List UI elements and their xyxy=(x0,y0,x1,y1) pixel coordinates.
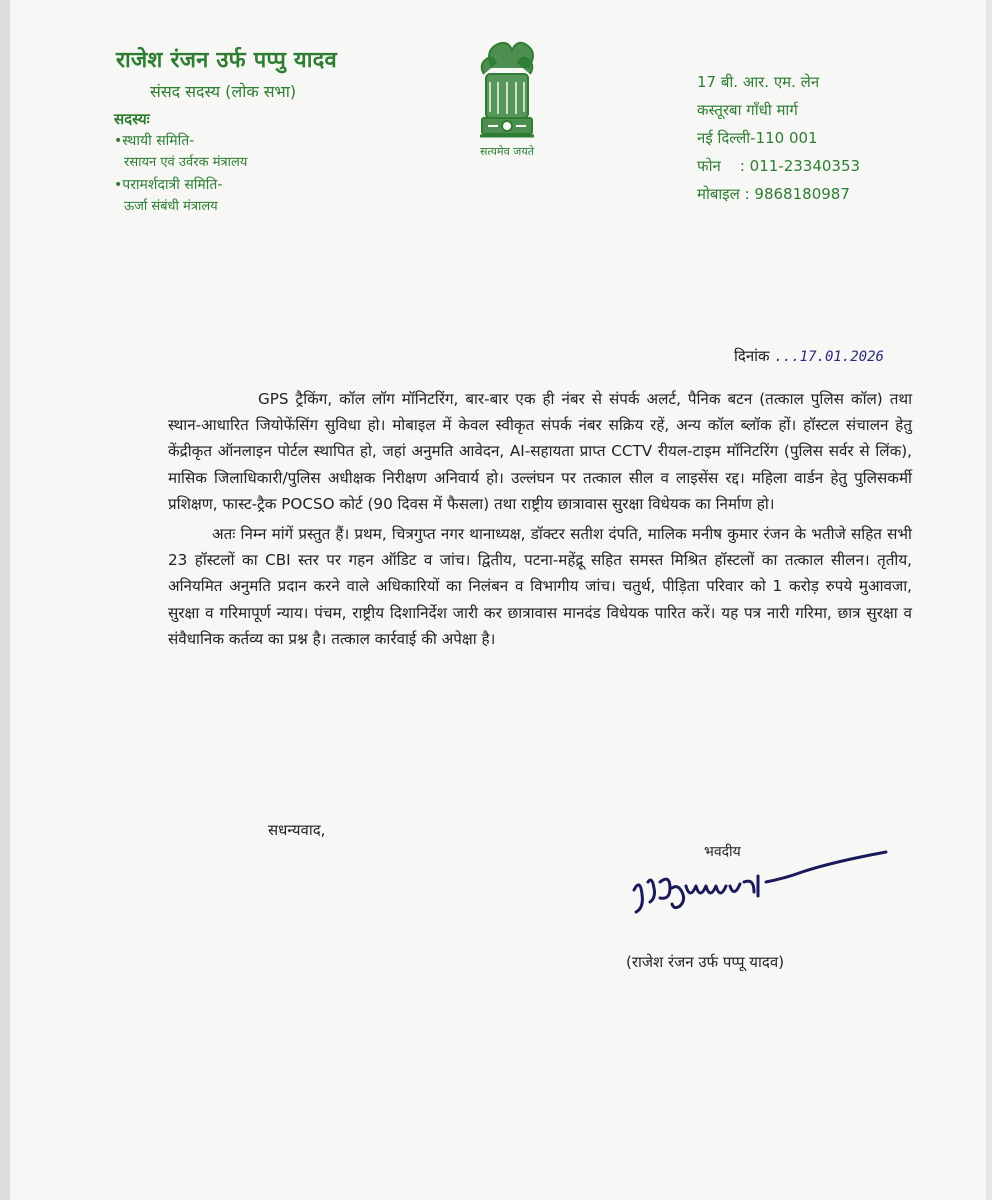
committee-1-label: •स्थायी समिति- xyxy=(114,133,195,149)
page-left-edge xyxy=(0,0,10,1200)
date-value: ...17.01.2026 xyxy=(774,349,884,365)
closing-thanks: सधन्यवाद, xyxy=(268,821,326,839)
phone-line: फोन : 011-23340353 xyxy=(697,157,861,175)
address-line-2: कस्तूरबा गाँधी मार्ग xyxy=(697,101,798,119)
signer-name: (राजेश रंजन उर्फ पप्पू यादव) xyxy=(626,953,785,971)
committee-2-ministry: ऊर्जा संबंधी मंत्रालय xyxy=(124,199,218,214)
emblem-motto: सत्यमेव जयते xyxy=(479,145,534,158)
letter-body xyxy=(168,386,912,652)
body-paragraph-1: GPS ट्रैकिंग, कॉल लॉग मॉनिटरिंग, बार-बार एक ही नंबर से संपर्क अलर्ट, पैनिक बटन (तत्काल पुलिस कॉल) तथा स्थान-आधारित जियोफेंसिंग सुविधा हो। मोबाइल में केवल स्वीकृत संपर्क नंबर सक्रिय रहें, अन्य कॉल ब्लॉक हों। हॉस्टल संचालन हेतु केंद्रीकृत ऑनलाइन पोर्टल स्थापित हो, जहां अनुमति आवेदन, AI-सहायता प्राप्त CCTV रीयल-टाइम मॉनिटरिंग (पुलिस सर्वर से लिंक), मासिक जिलाधिकारी/पुलिस अधीक्षक निरीक्षण अनिवार्य हो। उल्लंघन पर तत्काल सील व लाइसेंस रद्द। महिला वार्डन हेतु पुलिसकर्मी प्रशिक्षण, फास्ट-ट्रैक POCSO कोर्ट (90 दिवस में फैसला) तथा राष्ट्रीय छात्रावास सुरक्षा विधेयक का निर्माण हो। xyxy=(168,390,912,513)
page-right-edge xyxy=(986,0,992,1200)
office-address xyxy=(697,68,860,208)
date-label: दिनांक xyxy=(734,347,770,365)
date-row xyxy=(734,346,884,366)
mp-name: राजेश रंजन उर्फ पप्पु यादव xyxy=(116,48,337,73)
yours-faithfully: भवदीय xyxy=(704,844,741,860)
committee-2-label: •परामर्शदात्री समिति- xyxy=(114,177,223,193)
address-line-3: नई दिल्ली-110 001 xyxy=(697,129,818,147)
address-line-1: 17 बी. आर. एम. लेन xyxy=(697,73,820,91)
mp-title: संसद सदस्य (लोक सभा) xyxy=(150,82,297,101)
handwritten-signature xyxy=(626,842,906,932)
national-emblem-icon xyxy=(462,38,552,158)
committee-1-ministry: रसायन एवं उर्वरक मंत्रालय xyxy=(124,155,248,170)
committee-membership xyxy=(114,108,247,218)
member-heading: सदस्यः xyxy=(114,110,150,128)
body-paragraph-2: अतः निम्न मांगें प्रस्तुत हैं। प्रथम, चित्रगुप्त नगर थानाध्यक्ष, डॉक्टर सतीश दंपति, मालिक मनीष कुमार रंजन के भतीजे सहित सभी 23 हॉस्टलों का CBI स्तर पर गहन ऑडिट व जांच। द्वितीय, पटना-महेंद्रू सहित समस्त मिश्रित हॉस्टलों का तत्काल सीलन। तृतीय, अनियमित अनुमति प्रदान करने वाले अधिकारियों का निलंबन व विभागीय जांच। चतुर्थ, पीड़िता परिवार को 1 करोड़ रुपये मुआवजा, सुरक्षा व गरिमापूर्ण न्याय। पंचम, राष्ट्रीय दिशानिर्देश जारी कर छात्रावास मानदंड विधेयक पारित करें। यह पत्र नारी गरिमा, छात्र सुरक्षा व संवैधानिक कर्तव्य का प्रश्न है। तत्काल कार्रवाई की अपेक्षा है। xyxy=(168,525,912,648)
mobile-line: मोबाइल : 9868180987 xyxy=(697,185,850,203)
